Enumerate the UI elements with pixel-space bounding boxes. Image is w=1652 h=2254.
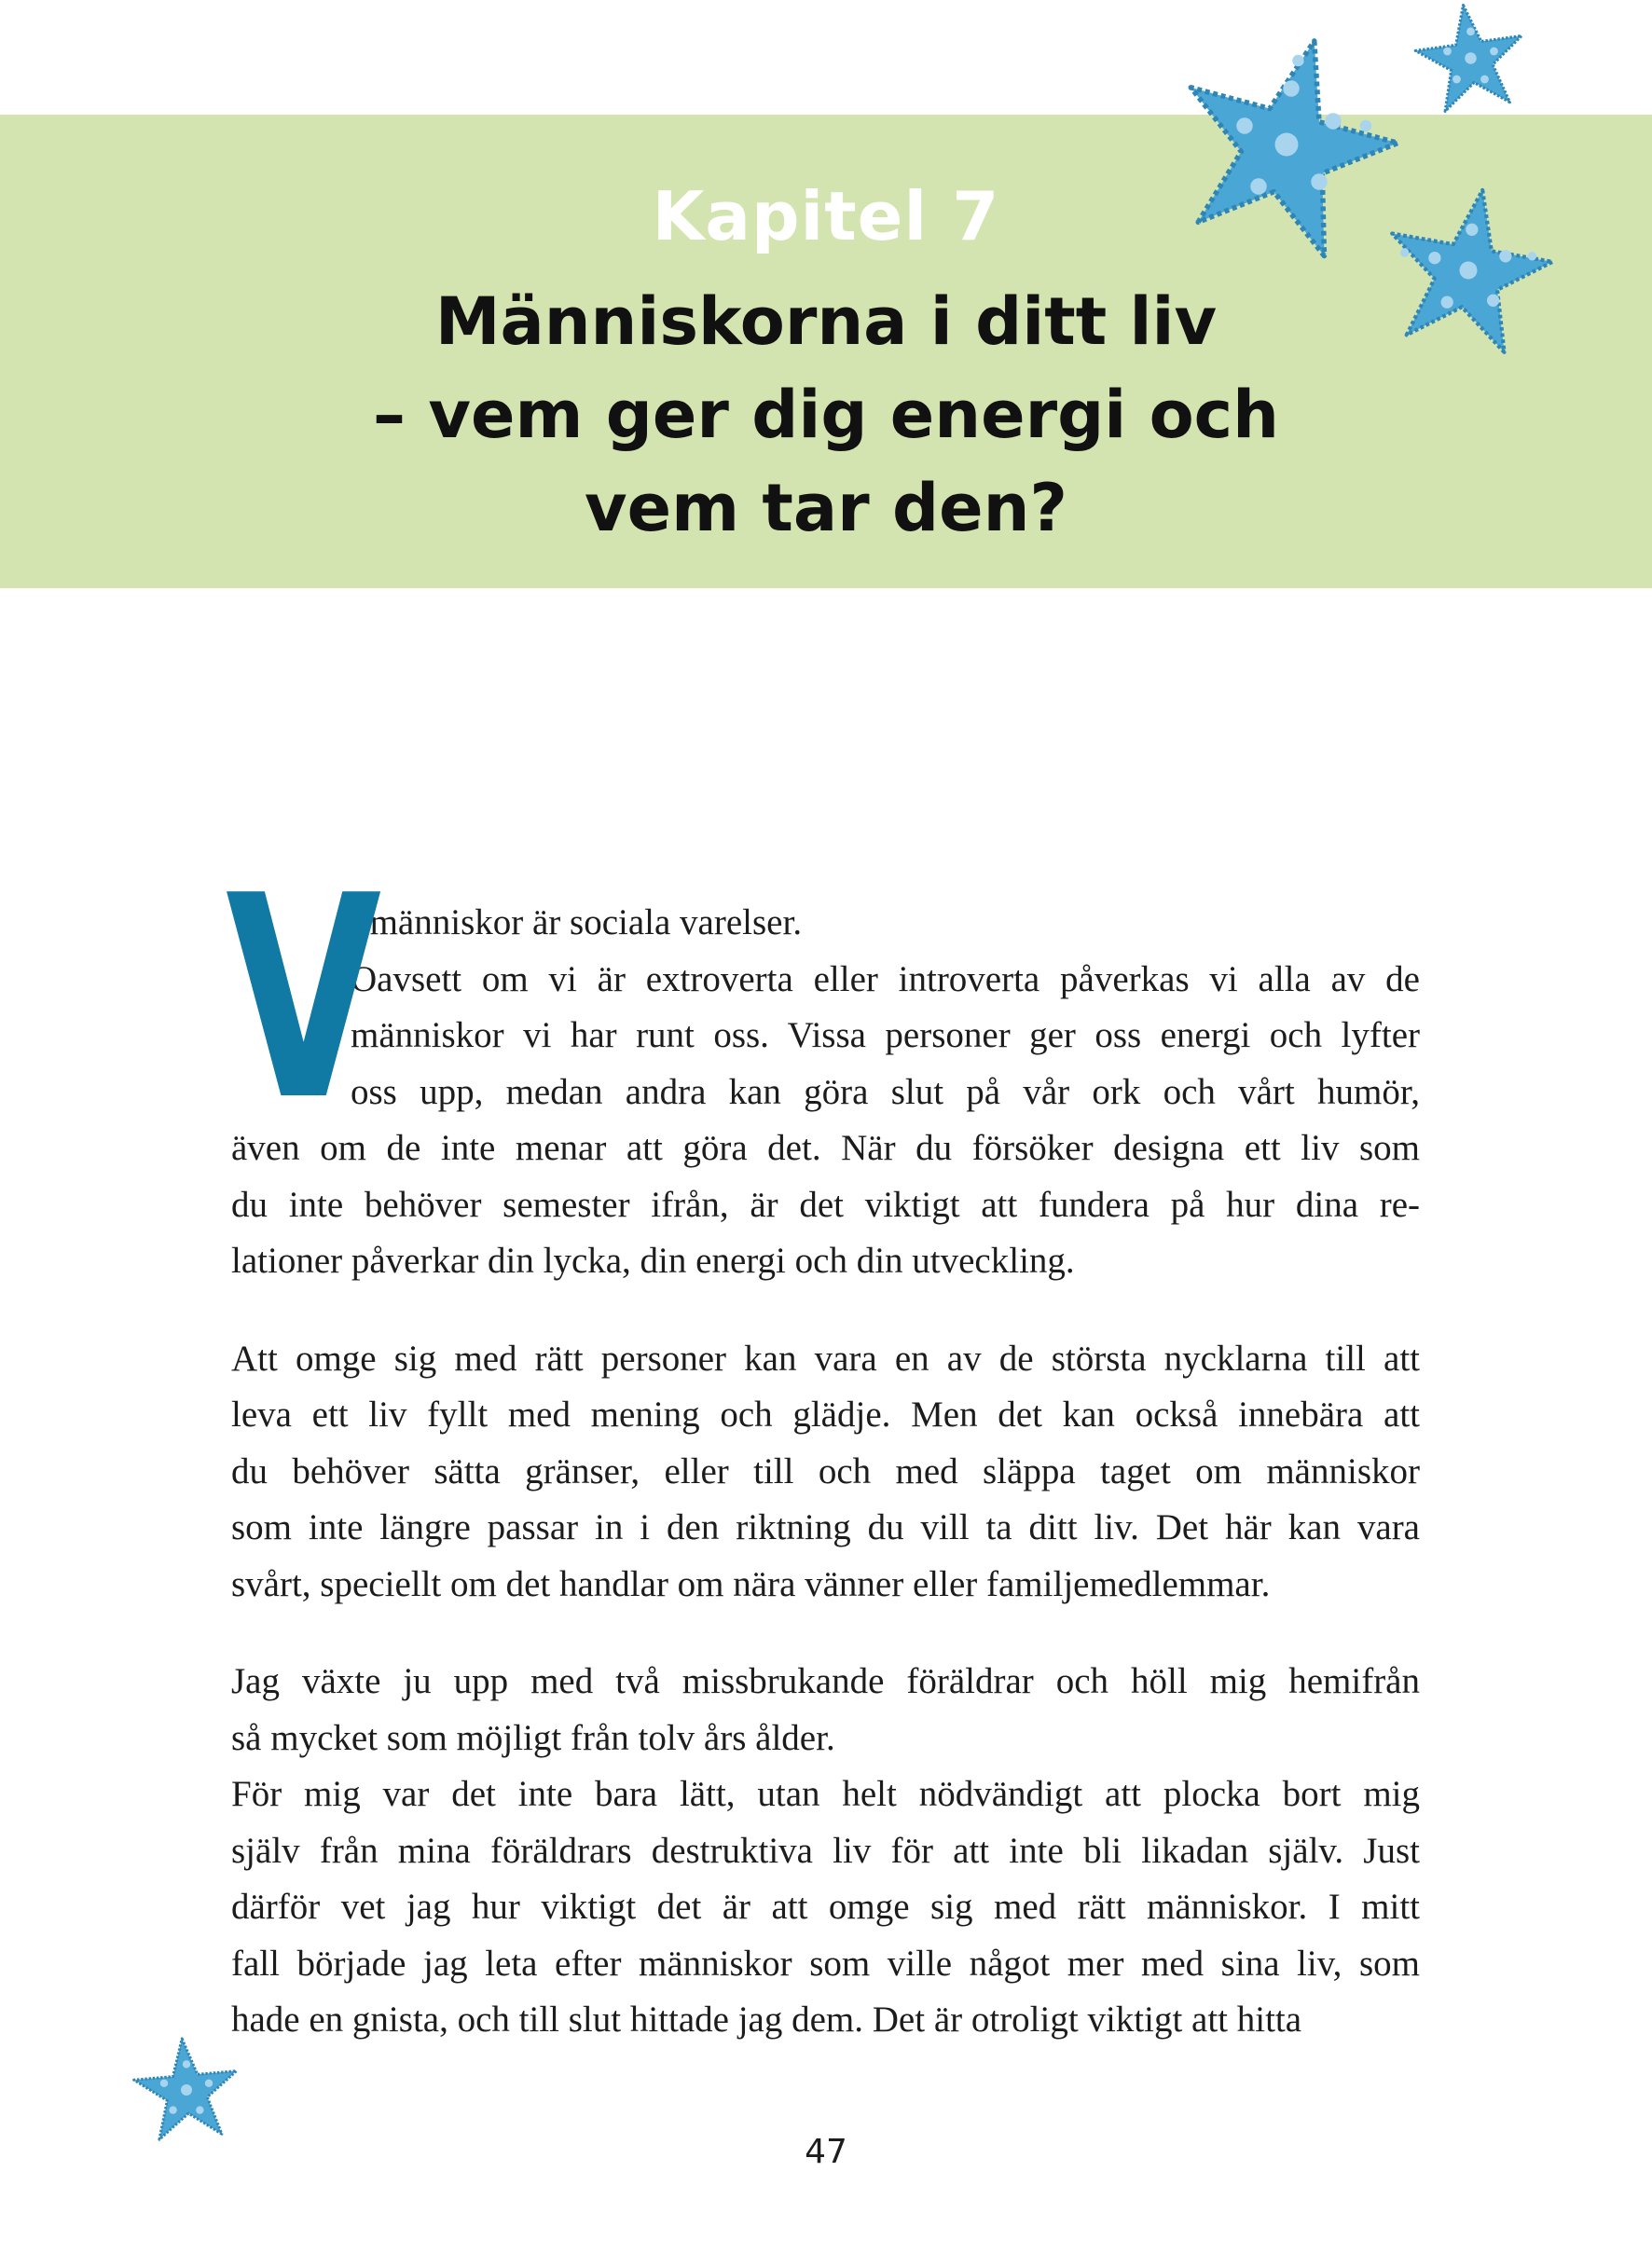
chapter-heading-line: – vem ger dig energi och: [372, 377, 1280, 453]
starfish-icon: [1170, 28, 1403, 261]
chapter-heading-line: Människorna i ditt liv: [434, 283, 1218, 360]
text-line: fall började jag leta efter människor som ville något mer med sina liv, som: [231, 1943, 1420, 1984]
text-line: hade en gnista, och till slut hittade jag dem. Det är otroligt viktigt att hitta: [231, 2000, 1302, 2040]
text-line: Oavsett om vi är extroverta eller introverta påverkas vi alla av de: [351, 958, 1420, 999]
text-line: svårt, speciellt om det handlar om nära vänner eller familjemedlemmar.: [231, 1563, 1271, 1604]
text-line: Jag växte ju upp med två missbrukande föräldrar och höll mig hemifrån: [231, 1661, 1420, 1701]
text-line: människor vi har runt oss. Vissa personer ger oss energi och lyfter: [351, 1015, 1420, 1055]
text-line: du inte behöver semester ifrån, är det viktigt att fundera på hur dina re-: [231, 1184, 1420, 1225]
paragraph: [231, 1331, 1420, 1614]
text-line: leva ett liv fyllt med mening och glädje. Men det kan också innebära att: [231, 1395, 1420, 1435]
text-line: i människor är sociala varelser.: [351, 902, 803, 942]
text-line: även om de inte menar att göra det. När du försöker designa ett liv som: [231, 1128, 1420, 1168]
text-line: som inte längre passar in i den riktning du vill ta ditt liv. Det här kan vara: [231, 1507, 1420, 1547]
dropcap: V: [226, 836, 382, 1161]
chapter-label: Kapitel 7: [652, 177, 1000, 255]
paragraph: [226, 836, 1420, 1290]
text-line: så mycket som möjligt från tolv års ålder.: [231, 1717, 835, 1758]
starfish-icon: [131, 2034, 242, 2146]
text-line: Att omge sig med rätt personer kan vara en av de största nycklarna till att: [231, 1338, 1420, 1379]
starfish-icon: [1412, 0, 1529, 117]
chapter-heading-line: vem tar den?: [584, 470, 1068, 546]
text-line: själv från mina föräldrars destruktiva liv för att inte bli likadan själv. Just: [231, 1830, 1420, 1871]
starfish-icon: [1380, 182, 1557, 359]
text-line: oss upp, medan andra kan göra slut på vår ork och vårt humör,: [351, 1071, 1420, 1112]
text-line: lationer påverkar din lycka, din energi och din utveckling.: [231, 1241, 1075, 1281]
page-number: 47: [805, 2133, 847, 2171]
paragraph: [231, 1654, 1420, 2049]
text-line: därför vet jag hur viktigt det är att omge sig med rätt människor. I mitt: [231, 1887, 1420, 1927]
text-line: För mig var det inte bara lätt, utan helt nödvändigt att plocka bort mig: [231, 1774, 1420, 1814]
chapter-body: [226, 836, 1420, 2049]
text-line: du behöver sätta gränser, eller till och med släppa taget om människor: [231, 1450, 1420, 1491]
